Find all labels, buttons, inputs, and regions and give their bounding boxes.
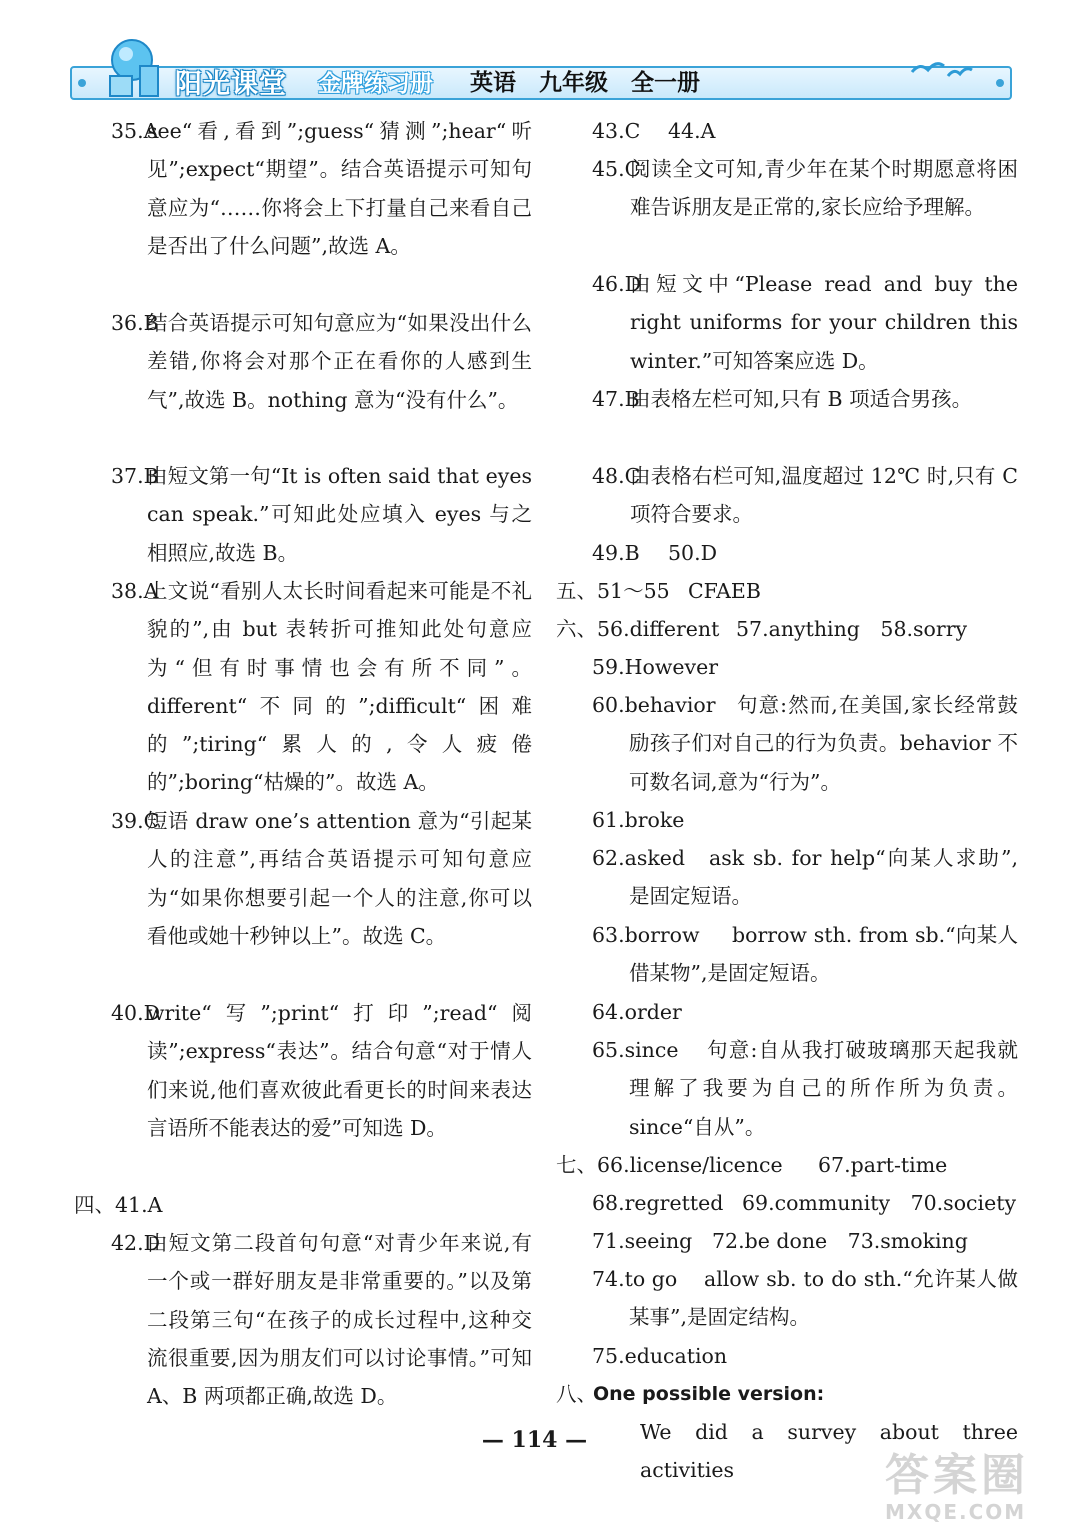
answer-explanation: 由表格左栏可知,只有 B 项适合男孩。 <box>630 387 973 411</box>
answer-number: 35.A <box>111 119 159 143</box>
answer-number: 40.D <box>111 1001 161 1025</box>
answer-item <box>66 112 532 304</box>
answer-number: 68.regretted <box>592 1191 724 1215</box>
answer-explanation: 句意:然而,在美国,家长经常鼓励孩子们对自己的行为负责。behavior 不可数名词,意为“行为”。 <box>629 693 1018 794</box>
watermark-text: 答案圈 <box>885 1450 1029 1501</box>
answer-number: 39.C <box>111 809 160 833</box>
answer-number: 37.B <box>111 464 159 488</box>
answer-item <box>66 994 532 1186</box>
answer-explanation: 50.D <box>668 541 718 565</box>
answer-explanation: see“看,看到”;guess“猜测”;hear“听见”;expect“期望”。结合英语提示可知句意应为“……你将会上下打量自己来看自己是否出了什么问题”,故选 A。 <box>147 119 532 258</box>
answer-explanation: 上文说“看别人太长时间看起来可能是不礼貌的”,由 but 表转折可推知此处句意应为“但有时事情也会有所不同”。different“不同的”;difficult“困难的”;tiring“累人的,令人疲倦的”;boring“枯燥的”。故选 A。 <box>147 579 532 795</box>
section-answer: 六、56.different <box>556 617 720 641</box>
answer-explanation: 由短文第一句“It is often said that eyes can speak.”可知此处应填入 eyes 与之相照应,故选 B。 <box>147 464 532 565</box>
answer-item <box>66 1224 532 1416</box>
answer-explanation: allow sb. to do sth.“允许某人做某事”,是固定结构。 <box>629 1267 1018 1330</box>
answer-item <box>66 304 532 457</box>
answer-explanation: write“写”;print“打印”;read“阅读”;express“表达”。结合句意“对于情人们来说,他们喜欢彼此看更长的时间来表达言语所不能表达的爱”可知选 D。 <box>147 1001 532 1140</box>
answer-number: 36.B <box>111 311 159 335</box>
answer-explanation: ask sb. for help“向某人求助”,是固定短语。 <box>629 846 1018 909</box>
answer-item <box>556 534 1018 572</box>
answer-item <box>556 112 1018 150</box>
section-answer: 八、 <box>556 1382 597 1406</box>
answer-explanation: 67.part-time <box>818 1153 948 1177</box>
answer-number: 45.C <box>592 157 641 181</box>
answer-item <box>556 916 1018 993</box>
answer-explanation: CFAEB <box>688 579 761 603</box>
answer-item <box>556 265 1018 380</box>
answer-number: 38.A <box>111 579 159 603</box>
answer-item <box>556 839 1018 916</box>
answer-explanation: 由表格右栏可知,温度超过 12℃ 时,只有 C 项符合要求。 <box>630 464 1018 527</box>
brand-name: 阳光课堂 <box>175 69 287 100</box>
answer-item <box>556 1375 1018 1413</box>
book-title: 英语 九年级 全一册 <box>470 70 700 96</box>
answer-number: 71.seeing <box>592 1229 693 1253</box>
answer-number: 59.However <box>592 655 719 679</box>
answer-explanation: 72.be done 73.smoking <box>712 1229 968 1253</box>
answer-number: 61.broke <box>592 808 685 832</box>
answer-item <box>66 802 532 994</box>
section-answer: 四、41.A <box>74 1193 163 1217</box>
answer-explanation: 短语 draw one’s attention 意为“引起某人的注意”,再结合英语提示可知句意应为“如果你想要引起一个人的注意,你可以看他或她十秒钟以上”。故选 C。 <box>147 809 532 948</box>
answer-number: 49.B <box>592 541 640 565</box>
answer-number: 46.D <box>592 272 642 296</box>
answer-item <box>556 1337 1018 1375</box>
section-answer: 五、51～55 <box>556 579 670 603</box>
answer-explanation: 阅读全文可知,青少年在某个时期愿意将困难告诉朋友是正常的,家长应给予理解。 <box>630 157 1018 220</box>
answer-number: 60.behavior <box>592 693 716 717</box>
answer-item <box>556 1184 1018 1222</box>
sample-essay-heading: One possible version: <box>593 1383 825 1405</box>
answer-explanation: 69.community 70.society <box>742 1191 1017 1215</box>
answer-number: 65.since <box>592 1038 679 1062</box>
answer-number: 47.B <box>592 387 640 411</box>
answer-item <box>556 610 1018 648</box>
answer-item <box>556 380 1018 457</box>
answer-number: 64.order <box>592 1000 682 1024</box>
watermark-url: MXQE.COM <box>885 1500 1027 1524</box>
answer-explanation: borrow sth. from sb.“向某人借某物”,是固定短语。 <box>629 923 1018 986</box>
answer-number: 43.C <box>592 119 641 143</box>
answer-item <box>66 457 532 572</box>
answer-number: 63.borrow <box>592 923 700 947</box>
answer-number: 74.to go <box>592 1267 678 1291</box>
answer-item <box>66 1186 532 1224</box>
watermark-logo <box>885 1452 1065 1532</box>
answer-item <box>556 801 1018 839</box>
answer-explanation: 由短文中“Please read and buy the right uniforms for your children this winter.”可知答案应选 D。 <box>630 272 1018 373</box>
answer-item <box>556 1146 1018 1184</box>
answer-number: 48.C <box>592 464 641 488</box>
answer-item <box>556 457 1018 534</box>
answer-item <box>556 150 1018 265</box>
birds-icon <box>908 50 978 85</box>
answer-explanation: 句意:自从我打破玻璃那天起我就理解了我要为自己的所作所为负责。since“自从”。 <box>629 1038 1018 1139</box>
series-name: 金牌练习册 <box>318 71 433 97</box>
answer-explanation: 57.anything 58.sorry <box>736 617 968 641</box>
answer-explanation: 44.A <box>668 119 716 143</box>
answer-explanation: 由短文第二段首句句意“对青少年来说,有一个或一群好朋友是非常重要的。”以及第二段第三句“在孩子的成长过程中,这种交流很重要,因为朋友们可以讨论事情。”可知 A、B 两项都正确,故选 D。 <box>147 1231 532 1409</box>
answer-explanation: 结合英语提示可知句意应为“如果没出什么差错,你将会对那个正在看你的人感到生气”,故选 B。nothing 意为“没有什么”。 <box>147 311 532 412</box>
section-answer: 七、66.license/licence <box>556 1153 783 1177</box>
answer-item <box>66 572 532 802</box>
answer-item <box>556 993 1018 1031</box>
answer-item <box>556 686 1018 801</box>
page-number: — 114 — <box>481 1427 588 1453</box>
sun-icon <box>100 32 170 102</box>
answer-item <box>556 1222 1018 1260</box>
answer-number: 62.asked <box>592 846 686 870</box>
answer-item <box>556 572 1018 610</box>
answer-item <box>556 1031 1018 1146</box>
answer-number: 42.D <box>111 1231 161 1255</box>
page-header <box>0 0 1069 115</box>
answer-item <box>556 648 1018 686</box>
answer-item <box>556 1260 1018 1337</box>
sample-essay-text: We did a survey about three activities <box>640 1420 1018 1483</box>
left-column <box>66 112 532 1416</box>
answer-number: 75.education <box>592 1344 728 1368</box>
